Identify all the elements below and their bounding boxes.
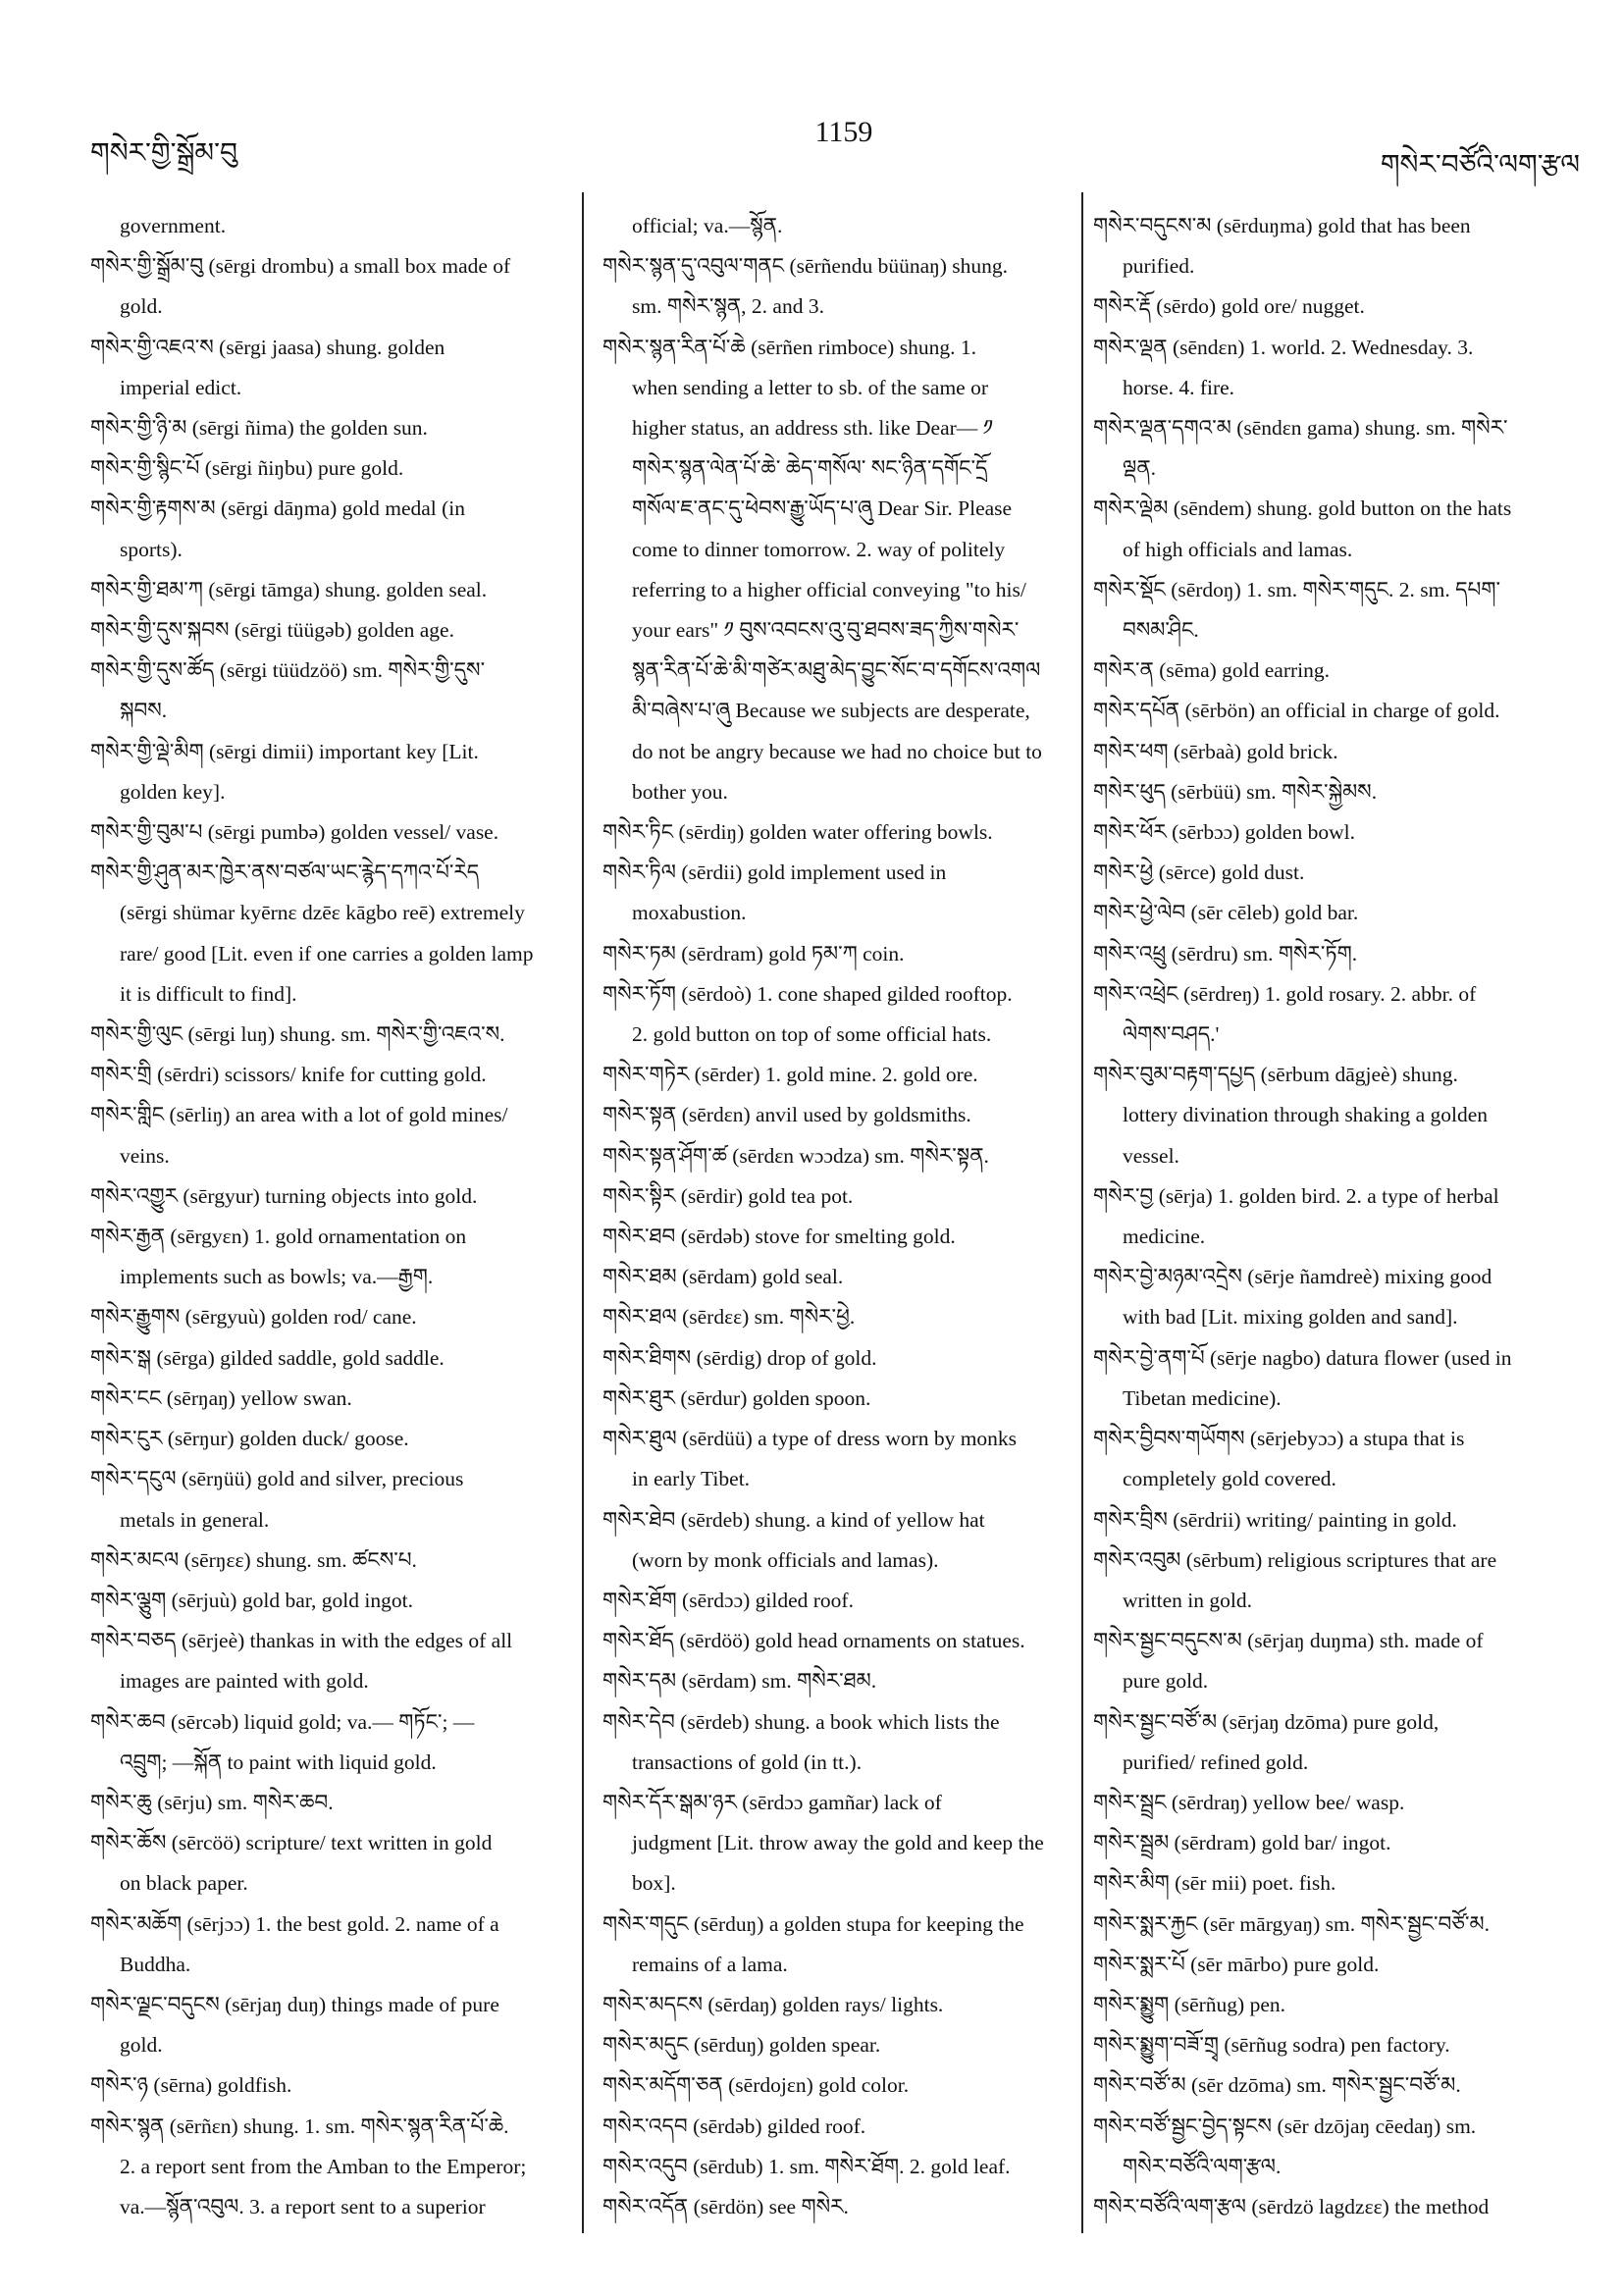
entry-line: horse. 4. fire. xyxy=(1123,375,1235,399)
column-2 xyxy=(602,206,1072,2227)
entry-line: གསེར་ཏོག (sērdoò) 1. cone shaped gilded rooftop. xyxy=(602,981,1013,1006)
entry-line: གསེར་འདོན (sērdön) see གསེར. xyxy=(602,2194,849,2218)
entry-line: གསེར་ལྡན (sēndɛn) 1. world. 2. Wednesday. 3. xyxy=(1093,335,1474,359)
entry-line: གསེར་ཕུད (sērbüü) sm. གསེར་སྐྱེམས. xyxy=(1093,779,1378,804)
entry-line: སྙན་རིན་པོ་ཆེ་མི་གཙེར་མཐུ་མེད་བྱུང་སོང་བ་དགོངས་འགལ xyxy=(632,658,1041,683)
entry-line: གསེར་གྱི་འཇའ་ས (sērgi jaasa) shung. golden xyxy=(90,335,445,359)
entry-line: གསེར་ཐིགས (sērdig) drop of gold. xyxy=(602,1345,877,1370)
entry-line: lottery divination through shaking a golden xyxy=(1123,1103,1489,1127)
entry-line: 2. a report sent from the Amban to the Emperor; xyxy=(120,2154,527,2178)
entry-line: གསེར་གྲི (sērdri) scissors/ knife for cutting gold. xyxy=(90,1063,487,1087)
entry-line: གསེར་རྒྱན (sērgyɛn) 1. gold ornamentation on xyxy=(90,1225,467,1249)
entry-line: གསེར་གྱི་ཐམ་ཀ (sērgi tāmga) shung. golden seal. xyxy=(90,577,488,601)
entry-line: གསེར་ལྡེམ (sēndem) shung. gold button on the hats xyxy=(1093,496,1512,521)
entry-line: pure gold. xyxy=(1123,1669,1209,1694)
entry-line: bother you. xyxy=(632,779,728,804)
entry-line: official; va.—སྙོན. xyxy=(632,214,783,237)
entry-line: གསེར་སྦྱང་བདུངས་མ (sērjaŋ duŋma) sth. made of xyxy=(1093,1629,1484,1653)
entry-line: referring to a higher official conveying "to his/ xyxy=(632,577,1026,601)
running-head-right: གསེར་བཙོའི་ལག་རྩལ xyxy=(1380,148,1580,181)
entry-line: གསེར་ཕོར (sērbɔɔ) golden bowl. xyxy=(1093,820,1355,845)
entry-line: vessel. xyxy=(1123,1143,1179,1168)
entry-line: གསེར་ལྕུག (sērjuù) gold bar, gold ingot. xyxy=(90,1588,413,1612)
entry-line: གསེར་ཐལ (sērdɛɛ) sm. གསེར་ཕྱེ. xyxy=(602,1305,856,1330)
entry-line: when sending a letter to sb. of the same or xyxy=(632,375,989,399)
entry-line: གསེར་སྦྱང་བཙོ་མ (sērjaŋ dzōma) pure gold, xyxy=(1093,1709,1440,1734)
column-1 xyxy=(90,206,561,2227)
entry-line: with bad [Lit. mixing golden and sand]. xyxy=(1123,1305,1458,1330)
entry-line: གསེར་སྡོང (sērdoŋ) 1. sm. གསེར་གདུང. 2. sm. དཔག་ xyxy=(1093,577,1500,601)
entry-line: gold. xyxy=(120,294,163,319)
entry-line: གསེར་དཔོན (sērbön) an official in charge of gold. xyxy=(1093,699,1500,723)
entry-line: ལྡན. xyxy=(1123,456,1157,481)
entry-line: གསེར་ཏིལ (sērdii) gold implement used in xyxy=(602,861,947,885)
running-head-left: གསེར་གྱི་སྒྲོམ་བུ xyxy=(90,136,237,169)
entry-line: བསམ་ཤིང. xyxy=(1123,618,1199,643)
entry-line: do not be angry because we had no choice but to xyxy=(632,739,1042,763)
entry-line: come to dinner tomorrow. 2. way of politely xyxy=(632,537,1006,561)
entry-line: (sērgi shümar kyērnɛ dzēɛ kāgbo reē) extremely xyxy=(120,901,525,925)
entry-line: transactions of gold (in tt.). xyxy=(632,1749,863,1774)
entry-line: འབྲུག; —སྐོན to paint with liquid gold. xyxy=(120,1749,437,1774)
entry-line: 2. gold button on top of some official hats. xyxy=(632,1022,992,1047)
column-3 xyxy=(1093,206,1574,2227)
entry-line: གསེར་སྙན (sērñɛn) shung. 1. sm. གསེར་སྙན་རིན་པོ་ཆེ. xyxy=(90,2113,509,2138)
entry-line: གསེར་ཕྱེ་ལེབ (sēr cēleb) gold bar. xyxy=(1093,901,1359,925)
entry-line: གསེར་གྱི་སྒྲོམ་བུ (sērgi drombu) a small box made of xyxy=(90,254,511,279)
page-number: 1159 xyxy=(814,116,873,148)
entry-line: གསེར་ངུར (sērŋur) golden duck/ goose. xyxy=(90,1427,409,1451)
entry-line: གསེར་ཉ (sērna) goldfish. xyxy=(90,2073,292,2098)
entry-line: གསེར་བདུངས་མ (sērduŋma) gold that has been xyxy=(1093,214,1471,237)
entry-line: གསེར་སྦྲང (sērdraŋ) yellow bee/ wasp. xyxy=(1093,1790,1405,1814)
entry-line: གསེར་ཐམ (sērdam) gold seal. xyxy=(602,1265,844,1289)
entry-line: གསེར་ཕྱེ (sērce) gold dust. xyxy=(1093,861,1305,885)
entry-line: གསེར་ཐབ (sērdəb) stove for smelting gold. xyxy=(602,1225,956,1249)
entry-line: གསེར་བྱེ་མཉམ་འདྲེས (sērje ñamdreè) mixing good xyxy=(1093,1265,1492,1289)
entry-line: it is difficult to find]. xyxy=(120,981,297,1006)
entry-line: གསེར་གྱི་དུས་སྐབས (sērgi tüügəb) golden age. xyxy=(90,618,454,643)
entry-line: གསེར་དེབ (sērdeb) shung. a book which lists the xyxy=(602,1709,1000,1734)
entry-line: གསེར་མདངས (sērdaŋ) golden rays/ lights. xyxy=(602,1992,944,2016)
entry-line: va.—སྙོན་འབུལ. 3. a report sent to a superior xyxy=(120,2194,486,2218)
entry-line: གསེར་བྱེ་ནག་པོ (sērje nagbo) datura flower (used in xyxy=(1093,1345,1512,1370)
entry-line: གསེར་བྱ (sērja) 1. golden bird. 2. a type of herbal xyxy=(1093,1183,1499,1208)
entry-line: གསེར་ཕག (sērbaà) gold brick. xyxy=(1093,739,1338,763)
entry-line: གསེར་ཐུར (sērdur) golden spoon. xyxy=(602,1385,871,1410)
entry-line: གསེར་སྨྱུག (sērñug) pen. xyxy=(1093,1992,1286,2016)
entry-line: གསེར་ཆོས (sērcöö) scripture/ text written in gold xyxy=(90,1831,493,1855)
entry-line: གསེར་སྦྲམ (sērdram) gold bar/ ingot. xyxy=(1093,1831,1391,1855)
entry-line: གསེར་སྒ (sērga) gilded saddle, gold saddle. xyxy=(90,1345,445,1370)
entry-line: གསོལ་ཇ་ནང་དུ་ཕེབས་རྒྱུ་ཡོད་པ་ཞུ Dear Sir. Please xyxy=(632,496,1013,521)
entry-line: གསེར་ཐོད (sērdöö) gold head ornaments on statues. xyxy=(602,1629,1025,1653)
entry-line: purified. xyxy=(1123,254,1195,279)
entry-line: གསེར་བཙོའི་ལག་རྩལ (sērdzö lagdzɛɛ) the method xyxy=(1093,2194,1490,2218)
entry-line: གསེར་བཅད (sērjeè) thankas in with the edges of all xyxy=(90,1629,513,1653)
entry-line: མི་བཞེས་པ་ཞུ Because we subjects are desperate, xyxy=(632,699,1030,723)
entry-line: གསེར་གདུང (sērduŋ) a golden stupa for keeping the xyxy=(602,1911,1024,1936)
entry-line: remains of a lama. xyxy=(632,1952,788,1976)
entry-line: གསེར་སྙན་རིན་པོ་ཆེ (sērñen rimboce) shung. 1. xyxy=(602,335,976,359)
entry-line: གསེར་སྨར་པོ (sēr mārbo) pure gold. xyxy=(1093,1952,1380,1976)
entry-line: གསེར་མིག (sēr mii) poet. fish. xyxy=(1093,1871,1336,1896)
entry-line: གསེར་འཕྲེང (sērdreŋ) 1. gold rosary. 2. abbr. of xyxy=(1093,981,1477,1006)
entry-line: གསེར་སྙན་དུ་འབུལ་གནང (sērñendu büünaŋ) shung. xyxy=(602,254,1009,279)
entry-line: གསེར་ཐེབ (sērdeb) shung. a kind of yellow hat xyxy=(602,1507,985,1532)
entry-line: imperial edict. xyxy=(120,375,242,399)
entry-line: གསེར་མཆོག (sērjɔɔ) 1. the best gold. 2. name of a xyxy=(90,1911,499,1936)
entry-line: of high officials and lamas. xyxy=(1123,537,1353,561)
entry-line: Buddha. xyxy=(120,1952,191,1976)
entry-line: གསེར་གྱི་སྙིང་པོ (sērgi ñiŋbu) pure gold. xyxy=(90,456,404,481)
entry-line: གསེར་སྨར་རྐྱང (sēr mārgyaŋ) sm. གསེར་སྦྱང་བཙོ་མ. xyxy=(1093,1911,1490,1936)
entry-line: gold. xyxy=(120,2033,163,2058)
entry-line: གསེར་ཏམ (sērdram) gold ཏམ་ཀ coin. xyxy=(602,941,905,965)
entry-line: གསེར་སྟན (sērdɛn) anvil used by goldsmiths. xyxy=(602,1103,971,1127)
column-divider-right xyxy=(1081,192,1083,2233)
entry-line: གསེར་བཙོ་སྦྱང་བྱེད་སྟངས (sēr dzōjaŋ cēedaŋ) sm. xyxy=(1093,2113,1477,2138)
column-divider-left xyxy=(582,192,584,2233)
entry-line: government. xyxy=(120,214,227,237)
entry-line: གསེར་མདུང (sērduŋ) golden spear. xyxy=(602,2033,881,2058)
entry-line: judgment [Lit. throw away the gold and keep the xyxy=(632,1831,1044,1855)
entry-line: གསེར་གྱི་དུས་ཚོད (sērgi tüüdzöö) sm. གསེར་གྱི་དུས་ xyxy=(90,658,486,683)
entry-line: གསེར་ལྡན་དགའ་མ (sēndɛn gama) shung. sm. གསེར་ xyxy=(1093,416,1508,441)
entry-line: གསེར་ཆུ (sērju) sm. གསེར་ཆབ. xyxy=(90,1790,334,1814)
entry-line: images are painted with gold. xyxy=(120,1669,369,1694)
entry-line: completely gold covered. xyxy=(1123,1467,1336,1491)
entry-line: on black paper. xyxy=(120,1871,248,1896)
entry-line: གསེར་མངལ (sērŋɛɛ) shung. sm. ཚངས་པ. xyxy=(90,1547,417,1572)
entry-line: purified/ refined gold. xyxy=(1123,1749,1309,1774)
entry-line: གསེར་འགྱུར (sērgyur) turning objects into gold. xyxy=(90,1183,478,1208)
entry-line: གསེར་གྱི་ཉི་མ (sērgi ñima) the golden sun. xyxy=(90,416,428,441)
entry-line: གསེར་གྱི་ལྡེ་མིག (sērgi dimii) important key [Lit. xyxy=(90,739,479,763)
entry-line: box]. xyxy=(632,1871,676,1896)
entry-line: གསེར་འཕྲུ (sērdru) sm. གསེར་ཏོག. xyxy=(1093,941,1358,965)
entry-line: metals in general. xyxy=(120,1507,270,1532)
entry-line: གསེར་བུམ་བརྟག་དཔྱད (sērbum dāgjeè) shung. xyxy=(1093,1063,1458,1087)
entry-line: གསེར་གྱི་ཤུན་མར་ཁྱེར་ནས་བཙལ་ཡང་རྙེད་དཀའ་པོ་རེད xyxy=(90,861,480,885)
entry-line: གསེར་བྱིབས་གཡོགས (sērjebyɔɔ) a stupa that is xyxy=(1093,1427,1465,1451)
entry-line: sm. གསེར་སྙན, 2. and 3. xyxy=(632,294,824,319)
entry-line: གསེར་སྟིར (sērdir) gold tea pot. xyxy=(602,1183,854,1208)
entry-line: གསེར་དོར་སྒམ་ཉར (sērdɔɔ gamñar) lack of xyxy=(602,1790,942,1814)
entry-line: གསེར་གྱི་བུམ་པ (sērgi pumbə) golden vessel/ vase. xyxy=(90,820,499,845)
entry-line: གསེར་སྟན་ཤོག་ཚ (sērdɛn wɔɔdza) sm. གསེར་སྟན. xyxy=(602,1143,989,1168)
entry-line: ལེགས་བཤད.' xyxy=(1123,1022,1220,1047)
entry-line: གསེར་དངུལ (sērŋüü) gold and silver, precious xyxy=(90,1467,464,1491)
entry-line: གསེར་འདབ (sērdəb) gilded roof. xyxy=(602,2113,866,2138)
entry-line: གསེར་དམ (sērdam) sm. གསེར་ཐམ. xyxy=(602,1669,877,1694)
entry-line: moxabustion. xyxy=(632,901,747,925)
entry-line: གསེར་འབུམ (sērbum) religious scriptures that are xyxy=(1093,1547,1497,1572)
entry-line: གསེར་སྨྱུག་བཟོ་གྲྭ (sērñug sodra) pen factory. xyxy=(1093,2033,1450,2058)
entry-line: གསེར་རྡོ (sērdo) gold ore/ nugget. xyxy=(1093,294,1365,319)
entry-line: གསེར་ངང (sērŋaŋ) yellow swan. xyxy=(90,1385,352,1410)
entry-line: medicine. xyxy=(1123,1225,1206,1249)
entry-line: sports). xyxy=(120,537,183,561)
entry-line: གསེར་ཏིང (sērdiŋ) golden water offering bowls. xyxy=(602,820,993,845)
entry-line: veins. xyxy=(120,1143,170,1168)
entry-line: གསེར་གྱི་ལུང (sērgi luŋ) shung. sm. གསེར་གྱི་འཇའ་ས. xyxy=(90,1022,505,1047)
entry-line: གསེར་མདོག་ཅན (sērdojɛn) gold color. xyxy=(602,2073,910,2098)
entry-line: གསེར་གྱི་རྟགས་མ (sērgi dāŋma) gold medal (in xyxy=(90,496,466,521)
entry-line: གསེར་བཙོའི་ལག་རྩལ. xyxy=(1123,2154,1282,2178)
entry-line: གསེར་བྲིས (sērdrii) writing/ painting in gold. xyxy=(1093,1507,1457,1532)
entry-line: གསེར་འདུབ (sērdub) 1. sm. གསེར་ཐོག. 2. gold leaf. xyxy=(602,2154,1011,2178)
entry-line: གསེར་ཐོག (sērdɔɔ) gilded roof. xyxy=(602,1588,854,1612)
entry-line: golden key]. xyxy=(120,779,226,804)
entry-line: གསེར་གཏེར (sērder) 1. gold mine. 2. gold ore. xyxy=(602,1063,978,1087)
entry-line: གསེར་སྙན་ལེན་པོ་ཆེ་ ཆེད་གསོལ་ སང་ཉིན་དགོང་དྲོ xyxy=(632,456,988,481)
entry-line: གསེར་ལྗང་བདུངས (sērjaŋ duŋ) things made of pure xyxy=(90,1992,499,2016)
entry-line: implements such as bowls; va.—རྒྱག. xyxy=(120,1265,434,1289)
entry-line: rare/ good [Lit. even if one carries a golden lamp xyxy=(120,941,534,965)
entry-line: གསེར་བཙོ་མ (sēr dzōma) sm. གསེར་སྦྱང་བཙོ་མ. xyxy=(1093,2073,1461,2098)
entry-line: written in gold. xyxy=(1123,1588,1252,1612)
entry-line: གསེར་ཆབ (sērcəb) liquid gold; va.— གཏོང་; — xyxy=(90,1709,475,1734)
entry-line: in early Tibet. xyxy=(632,1467,751,1491)
entry-line: གསེར་ཐུལ (sērdüü) a type of dress worn by monks xyxy=(602,1427,1018,1451)
entry-line: your ears" ༡ བུས་འབངས་འུ་བུ་ཐབས་ཟད་ཀྱིས་གསེར་ xyxy=(632,618,1020,643)
entry-line: གསེར་གླིང (sērliŋ) an area with a lot of gold mines/ xyxy=(90,1103,508,1127)
entry-line: Tibetan medicine). xyxy=(1123,1385,1282,1410)
entry-line: སྐབས. xyxy=(120,699,168,723)
entry-line: (worn by monk officials and lamas). xyxy=(632,1547,939,1572)
entry-line: གསེར་ན (sēma) gold earring. xyxy=(1093,658,1330,683)
entry-line: གསེར་རྒྱུགས (sērgyuù) golden rod/ cane. xyxy=(90,1305,417,1330)
entry-line: higher status, an address sth. like Dear— ༡ xyxy=(632,416,994,441)
